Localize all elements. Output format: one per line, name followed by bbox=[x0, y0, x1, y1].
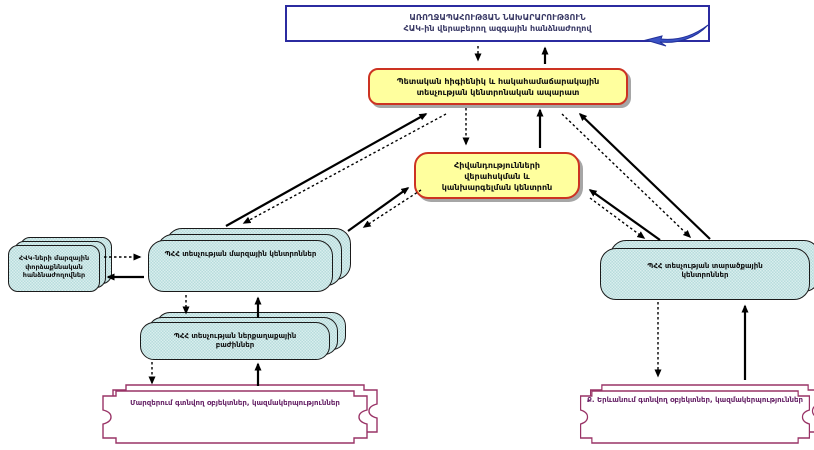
yerevan-objects-label bbox=[586, 395, 804, 405]
marz-objects-scroll bbox=[100, 388, 370, 446]
cdc-line-3: կանխարգելման կենտրոն bbox=[441, 183, 553, 192]
marz-centers-label: ՊՀՀ տեսչության մարզային կենտրոններ bbox=[164, 250, 317, 258]
yerevan-objects-line-1: Ք. Երևանում գտնվող օբյեկտներ, bbox=[587, 396, 713, 404]
expert-commissions-stack bbox=[8, 245, 100, 292]
expert-commissions-line-2: փորձաքննական bbox=[25, 262, 83, 271]
cdc-line-2: վերահսկման և bbox=[464, 172, 530, 181]
inspectorate-line-2: տեսչության կենտրոնական ապարատ bbox=[416, 88, 580, 97]
expert-commissions-line-1: ՀՎԿ-ների մարզային bbox=[18, 254, 90, 262]
yerevan-objects-line-2: կազմակերպություններ bbox=[715, 396, 803, 404]
city-departments-stack bbox=[140, 322, 330, 360]
arrow-territorial-to-cdc bbox=[590, 190, 660, 240]
city-departments-line-2: բաժիններ bbox=[215, 341, 255, 349]
inspectorate-central-box bbox=[368, 68, 628, 105]
territorial-centers-line-2: կենտրոններ bbox=[681, 271, 729, 279]
cdc-box bbox=[414, 152, 580, 199]
ministry-line-2: ՀԱԿ-ին վերաբերող ազգային հանձնաժողով bbox=[403, 24, 592, 33]
marz-centers-stack bbox=[148, 240, 333, 292]
territorial-centers-stack bbox=[600, 248, 810, 300]
cdc-line-1: Հիվանդությունների bbox=[454, 161, 540, 170]
arrow-marz-centers-to-cdc bbox=[348, 188, 408, 231]
arrow-cdc-to-territorial bbox=[590, 198, 644, 238]
territorial-centers-line-1: ՊՀՀ տեսչության տարածքային bbox=[647, 262, 763, 270]
expert-commissions-line-3: հանձնաժողովներ bbox=[22, 271, 86, 279]
arrow-marz-centers-to-inspectorate bbox=[226, 114, 426, 226]
ministry-line-1: ԱՌՈՂՋԱՊԱՀՈՒԹՅԱՆ ՆԱԽԱՐԱՐՈՒԹՅՈՒՆ bbox=[409, 13, 586, 22]
city-departments-line-1: ՊՀՀ տեսչության ներքաղաքային bbox=[173, 332, 297, 340]
arrow-inspectorate-to-territorial bbox=[562, 114, 690, 237]
marz-objects-label: Մարզերում գտնվող օբյեկտներ, կազմակերպություններ bbox=[130, 399, 340, 407]
inspectorate-line-1: Պետական հիգիենիկ և հակահամաճարակային bbox=[396, 77, 600, 86]
arrow-cdc-to-marz-centers bbox=[364, 190, 421, 227]
curved-arrow-icon bbox=[638, 22, 710, 48]
arrow-territorial-to-inspectorate bbox=[580, 114, 710, 239]
